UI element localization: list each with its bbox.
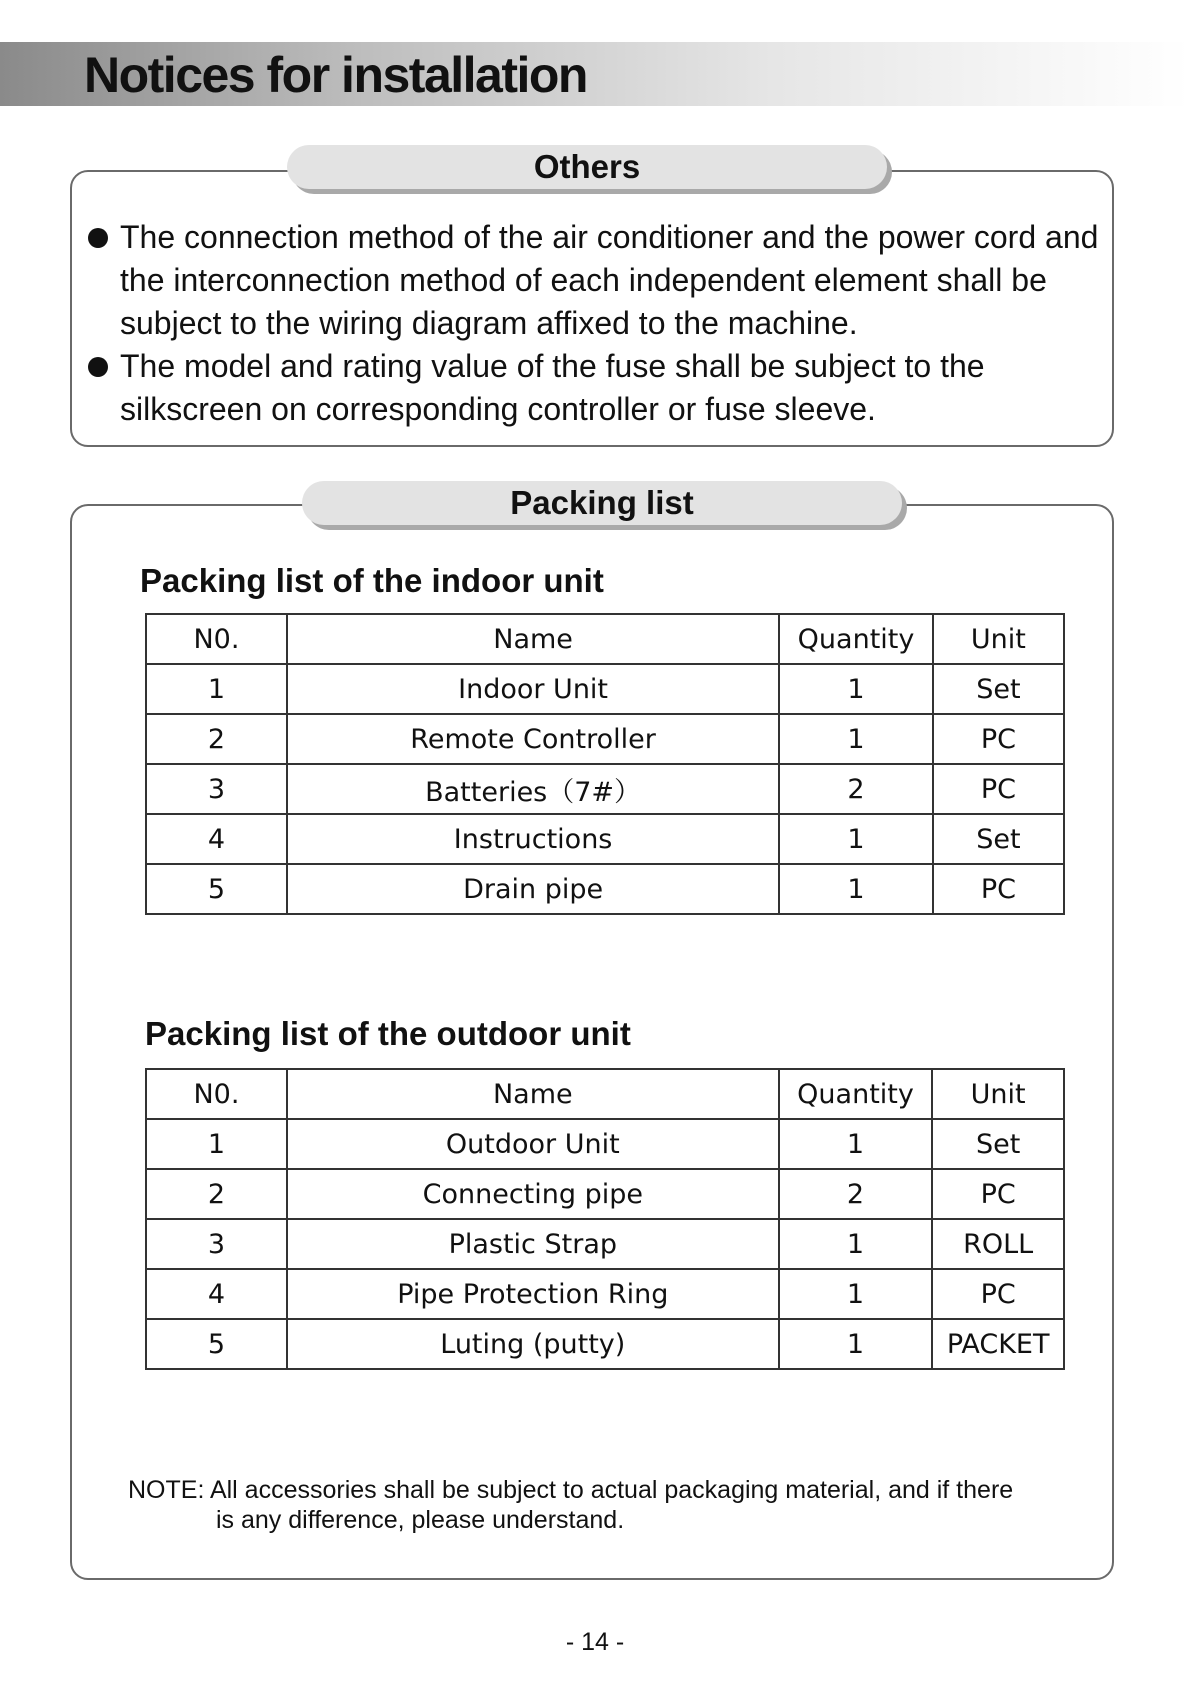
- bullet-text: The connection method of the air conditioner and the power cord and the interconnection method of each independent element shall be subject to the wiring diagram affixed to the machine.: [120, 219, 1099, 341]
- table-row: [146, 764, 1064, 814]
- column-header-name: Name: [287, 1069, 779, 1119]
- cell-unit: Set: [932, 1119, 1064, 1169]
- table-header-row: [146, 614, 1064, 664]
- cell-name: Batteries（7#）: [287, 764, 779, 814]
- cell-unit: PC: [933, 864, 1064, 914]
- cell-unit: PC: [933, 714, 1064, 764]
- cell-name: Drain pipe: [287, 864, 779, 914]
- cell-quantity: 1: [779, 664, 933, 714]
- table-row: [146, 664, 1064, 714]
- bullet-item: [86, 216, 1116, 345]
- others-tab-label: Others: [287, 145, 887, 189]
- outdoor-list-title: Packing list of the outdoor unit: [145, 1015, 631, 1052]
- cell-quantity: 1: [779, 1219, 933, 1269]
- cell-no: 2: [146, 714, 287, 764]
- cell-unit: Set: [933, 814, 1064, 864]
- indoor-packing-table: [145, 613, 1065, 915]
- bullet-dot-icon: [88, 357, 108, 377]
- note-line-2: is any difference, please understand.: [216, 1506, 625, 1534]
- cell-unit: PC: [933, 764, 1064, 814]
- cell-quantity: 2: [779, 1169, 933, 1219]
- cell-name: Remote Controller: [287, 714, 779, 764]
- cell-no: 5: [146, 864, 287, 914]
- page-number: - 14 -: [565, 1628, 625, 1656]
- column-header-unit: Unit: [933, 614, 1064, 664]
- table-row: [146, 1269, 1064, 1319]
- cell-name: Connecting pipe: [287, 1169, 779, 1219]
- bullet-dot-icon: [88, 228, 108, 248]
- table-row: [146, 814, 1064, 864]
- packing-tab-label: Packing list: [302, 481, 902, 525]
- column-header-no: N0.: [146, 1069, 287, 1119]
- table-row: [146, 1219, 1064, 1269]
- cell-no: 3: [146, 1219, 287, 1269]
- bullet-text: The model and rating value of the fuse shall be subject to the silkscreen on corresponding controller or fuse sleeve.: [120, 348, 985, 427]
- column-header-quantity: Quantity: [779, 614, 933, 664]
- cell-no: 2: [146, 1169, 287, 1219]
- cell-name: Luting (putty): [287, 1319, 779, 1369]
- cell-quantity: 1: [779, 864, 933, 914]
- column-header-name: Name: [287, 614, 779, 664]
- column-header-unit: Unit: [932, 1069, 1064, 1119]
- cell-no: 1: [146, 1119, 287, 1169]
- cell-unit: Set: [933, 664, 1064, 714]
- cell-quantity: 1: [779, 714, 933, 764]
- table-row: [146, 1119, 1064, 1169]
- column-header-quantity: Quantity: [779, 1069, 933, 1119]
- cell-unit: PACKET: [932, 1319, 1064, 1369]
- indoor-list-title: Packing list of the indoor unit: [140, 562, 604, 599]
- cell-quantity: 1: [779, 814, 933, 864]
- page-title: Notices for installation: [84, 47, 587, 103]
- cell-no: 5: [146, 1319, 287, 1369]
- cell-name: Instructions: [287, 814, 779, 864]
- bullet-item: [86, 345, 1116, 431]
- cell-name: Pipe Protection Ring: [287, 1269, 779, 1319]
- cell-name: Indoor Unit: [287, 664, 779, 714]
- table-row: [146, 714, 1064, 764]
- cell-name: Outdoor Unit: [287, 1119, 779, 1169]
- cell-quantity: 1: [779, 1269, 933, 1319]
- cell-no: 4: [146, 814, 287, 864]
- packing-note: [128, 1475, 1088, 1535]
- table-row: [146, 864, 1064, 914]
- cell-no: 4: [146, 1269, 287, 1319]
- cell-quantity: 1: [779, 1119, 933, 1169]
- cell-unit: PC: [932, 1269, 1064, 1319]
- cell-quantity: 1: [779, 1319, 933, 1369]
- cell-unit: ROLL: [932, 1219, 1064, 1269]
- note-line-1: NOTE: All accessories shall be subject to actual packaging material, and if there: [128, 1476, 1014, 1504]
- others-bullet-list: [86, 216, 1116, 431]
- column-header-no: N0.: [146, 614, 287, 664]
- cell-no: 3: [146, 764, 287, 814]
- cell-no: 1: [146, 664, 287, 714]
- cell-quantity: 2: [779, 764, 933, 814]
- cell-unit: PC: [932, 1169, 1064, 1219]
- table-header-row: [146, 1069, 1064, 1119]
- outdoor-packing-table: [145, 1068, 1065, 1370]
- table-row: [146, 1169, 1064, 1219]
- cell-name: Plastic Strap: [287, 1219, 779, 1269]
- table-row: [146, 1319, 1064, 1369]
